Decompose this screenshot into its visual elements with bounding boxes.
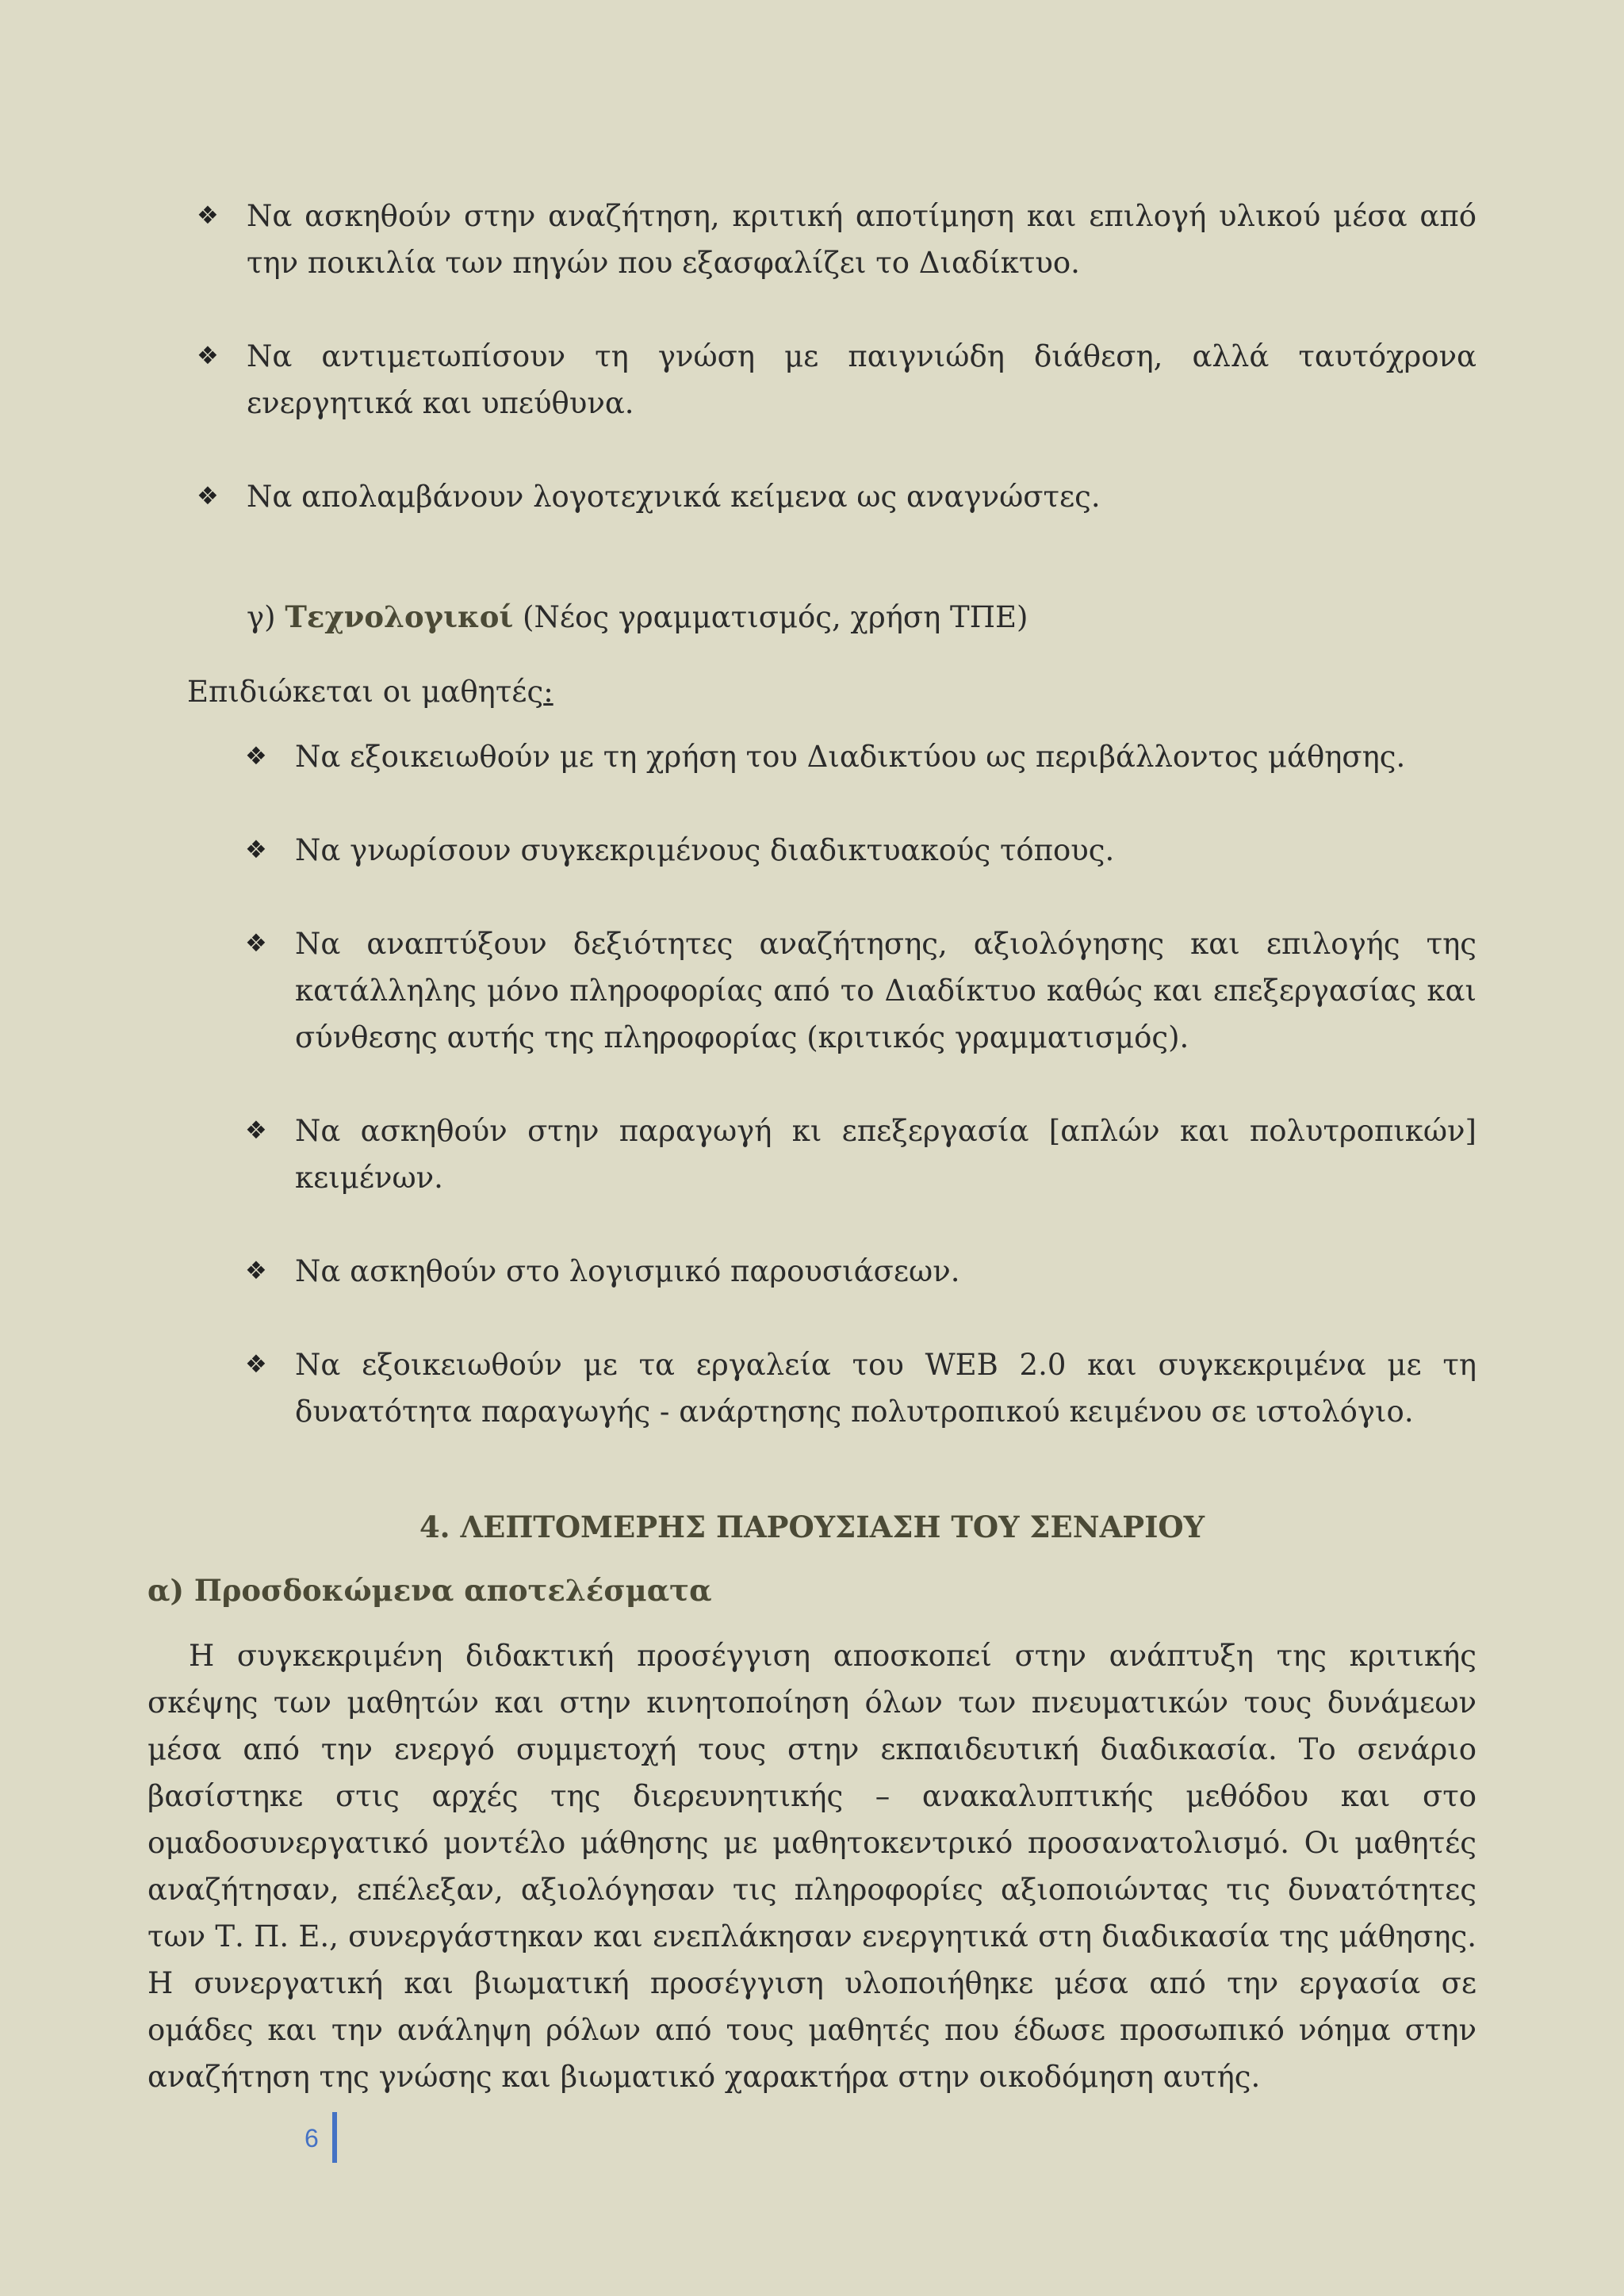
- list-item-text: Να γνωρίσουν συγκεκριμένους διαδικτυακούς τόπους.: [295, 833, 1115, 867]
- page-number-bar: [332, 2112, 337, 2163]
- diamond-bullet-icon: ❖: [245, 1257, 267, 1285]
- list-item-text: Να εξοικειωθούν με τη χρήση του Διαδικτύου ως περιβάλλοντος μάθησης.: [295, 740, 1406, 774]
- list-item-text: Να ασκηθούν στην αναζήτηση, κριτική αποτίμηση και επιλογή υλικού μέσα από την ποικιλία των πηγών που εξασφαλίζει το Διαδίκτυο.: [247, 199, 1477, 280]
- list-item-text: Να ασκηθούν στην παραγωγή κι επεξεργασία [απλών και πολυτροπικών] κειμένων.: [295, 1114, 1477, 1195]
- page-number: 6: [304, 2124, 319, 2152]
- subsection-heading: [247, 594, 1028, 641]
- intro-colon: :: [543, 675, 553, 709]
- list-item: [245, 733, 1477, 780]
- diamond-bullet-icon: ❖: [245, 929, 267, 958]
- diamond-bullet-icon: ❖: [245, 742, 267, 771]
- objectives-list-1: [197, 193, 1477, 520]
- intro-text: Επιδιώκεται οι μαθητές: [187, 675, 544, 709]
- list-item: [245, 920, 1477, 1061]
- subsection-subtitle: (Νέος γραμματισμός, χρήση ΤΠΕ): [513, 600, 1028, 634]
- list-item-text: Να εξοικειωθούν με τα εργαλεία του WEB 2.0 και συγκεκριμένα με τη δυνατότητα παραγωγής - ανάρτησης πολυτροπικού κειμένου σε ιστολόγιο.: [295, 1348, 1477, 1429]
- list-item: [197, 193, 1477, 286]
- list-item-text: Να ασκηθούν στο λογισμικό παρουσιάσεων.: [295, 1254, 960, 1288]
- list-item: [245, 1341, 1477, 1435]
- diamond-bullet-icon: ❖: [245, 1116, 267, 1145]
- diamond-bullet-icon: ❖: [197, 201, 219, 230]
- expected-results-heading: α) Προσδοκώμενα αποτελέσματα: [147, 1573, 712, 1608]
- section-heading: 4. ΛΕΠΤΟΜΕΡΗΣ ΠΑΡΟΥΣΙΑΣΗ ΤΟΥ ΣΕΝΑΡΙΟΥ: [419, 1510, 1205, 1544]
- list-item: [197, 333, 1477, 427]
- subsection-title: Τεχνολογικοί: [285, 599, 514, 634]
- diamond-bullet-icon: ❖: [245, 1350, 267, 1379]
- list-item-text: Να αντιμετωπίσουν τη γνώση με παιγνιώδη διάθεση, αλλά ταυτόχρονα ενεργητικά και υπεύθυνα.: [247, 339, 1477, 420]
- list-item: [245, 1108, 1477, 1201]
- list-item: [197, 473, 1477, 520]
- objectives-list-2: [245, 733, 1477, 1435]
- list-item: [245, 1248, 1477, 1295]
- diamond-bullet-icon: ❖: [245, 836, 267, 864]
- subsection-prefix: γ): [247, 600, 285, 634]
- list-item: [245, 827, 1477, 874]
- body-paragraph: Η συγκεκριμένη διδακτική προσέγγιση αποσκοπεί στην ανάπτυξη της κριτικής σκέψης των μαθητών και στην κινητοποίηση όλων των πνευματικών τους δυνάμεων μέσα από την ενεργό συμμετοχή τους στην εκπαιδευτική διαδικασία. Το σενάριο βασίστηκε στις αρχές της διερευνητικής – ανακαλυπτικής μεθόδου και στο ομαδοσυνεργατικό μοντέλο μάθησης με μαθητοκεντρικό προσανατολισμό. Οι μαθητές αναζήτησαν, επέλεξαν, αξιολόγησαν τις πληροφορίες αξιοποιώντας τις δυνατότητες των Τ. Π. Ε., συνεργάστηκαν και ενεπλάκησαν ενεργητικά στη διαδικασία της μάθησης. Η συνεργατική και βιωματική προσέγγιση υλοποιήθηκε μέσα από την εργασία σε ομάδες και την ανάληψη ρόλων από τους μαθητές που έδωσε προσωπικό νόημα στην αναζήτηση της γνώσης και βιωματικό χαρακτήρα στην οικοδόμηση αυτής.: [147, 1639, 1477, 2094]
- list-item-text: Να απολαμβάνουν λογοτεχνικά κείμενα ως αναγνώστες.: [247, 480, 1101, 514]
- diamond-bullet-icon: ❖: [197, 342, 219, 370]
- diamond-bullet-icon: ❖: [197, 482, 219, 511]
- list-item-text: Να αναπτύξουν δεξιότητες αναζήτησης, αξιολόγησης και επιλογής της κατάλληλης μόνο πληροφορίας από το Διαδίκτυο καθώς και επεξεργασίας και σύνθεσης αυτής της πληροφορίας (κριτικός γραμματισμός).: [295, 927, 1477, 1054]
- intro-line: [187, 668, 553, 715]
